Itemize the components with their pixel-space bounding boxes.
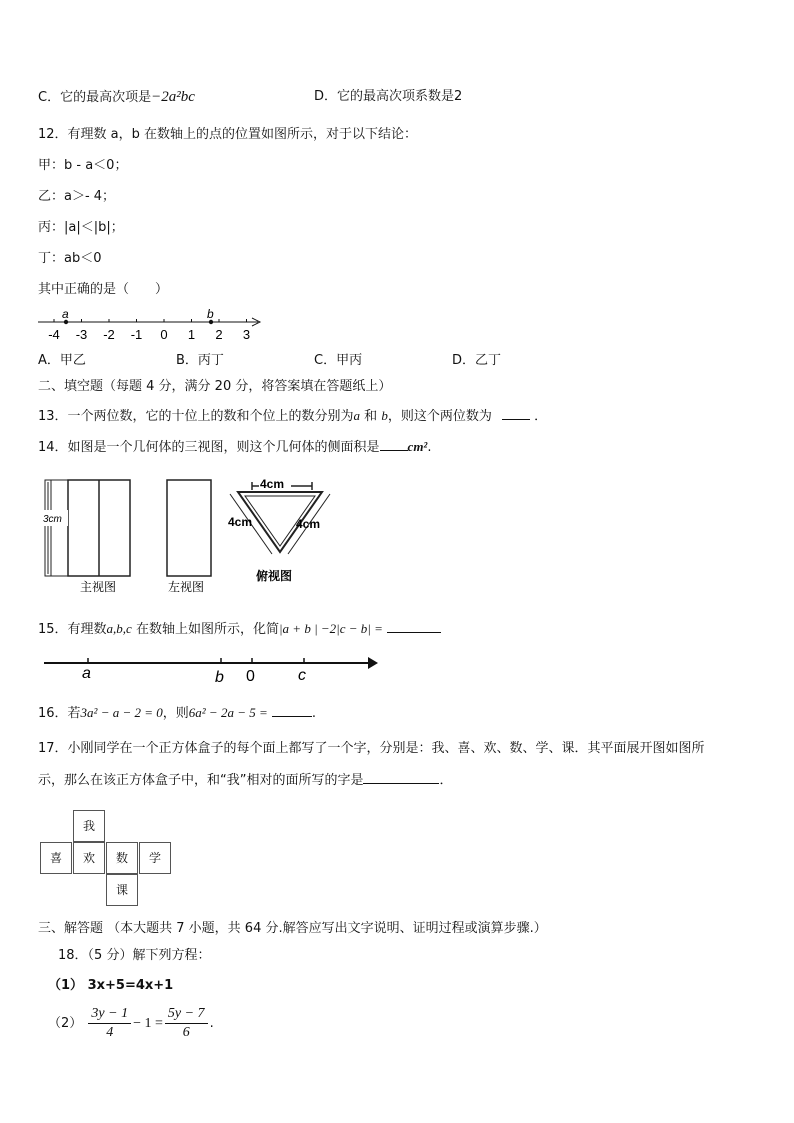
q12-statement-2: 乙：a＞- 4； [38, 189, 116, 204]
q11-option-c-label: C．它的最高次项是 [38, 90, 152, 105]
q12-option-c: C．甲丙 [314, 353, 363, 368]
q15-vars: a,b,c [106, 621, 132, 636]
q16-end: . [311, 706, 317, 721]
q15-stem [38, 619, 441, 639]
q13-var-b: b [381, 408, 388, 423]
q12-option-b: B．丙丁 [176, 353, 224, 368]
q13-post: ，则这个两位数为 [387, 409, 492, 424]
q18-part-1: （1） 3x+5=4x+1 [48, 978, 174, 993]
net-cell-xue: 学 [139, 842, 171, 874]
q14-main-view-label: 主视图 [80, 580, 117, 594]
q14-dim-4cm-left: 4cm [228, 515, 253, 529]
q13-var-a: a [353, 408, 361, 423]
net-cell-shu: 数 [106, 842, 138, 874]
q15-number-line [40, 648, 385, 690]
q12-axis-tick-label: -1 [130, 327, 143, 342]
q14-stem [38, 437, 431, 457]
q12-statement-3: 丙：|a|＜|b|； [38, 220, 124, 235]
q14-left-view-label: 左视图 [168, 580, 205, 594]
q14-main-view [45, 480, 130, 576]
q15-pre: 15．有理数 [38, 622, 107, 637]
q14-unit: cm² [407, 439, 428, 454]
q15-label-b: b [215, 669, 224, 686]
q18-stem: 18．（5 分）解下列方程： [58, 948, 211, 963]
q16-pre: 16．若 [38, 706, 81, 721]
q16-mid: ，则 [162, 706, 189, 721]
q15-expr: |a + b | −2|c − b| = [278, 621, 383, 636]
q13-pre: 13．一个两位数，它的十位上的数和个位上的数分别为 [38, 409, 354, 424]
section-3-heading: 三、解答题 （本大题共 7 小题，共 64 分.解答应写出文字说明、证明过程或演算步骤.） [38, 921, 547, 936]
q17-line-1: 17．小刚同学在一个正方体盒子的每个面上都写了一个字，分别是：我、喜、欢、数、学、课．其平面展开图如图所 [38, 741, 705, 756]
q12-axis-tick-label: 2 [215, 327, 223, 342]
q17-line-2-text: 示，那么在该正方体盒子中，和“我”相对的面所写的字是 [38, 773, 364, 788]
q12-axis-tick-label: -4 [48, 327, 60, 342]
q15-label-c: c [298, 667, 306, 684]
q14-end: . [427, 440, 432, 455]
q13-end: ． [534, 409, 548, 424]
q14-left-view [167, 480, 211, 576]
q13 [38, 406, 547, 426]
q12-axis-tick-label: 1 [187, 327, 196, 342]
q12-ask: 其中正确的是（ ） [38, 282, 169, 297]
q18-fraction-2-den: 6 [182, 1025, 190, 1040]
q11-option-d: D．它的最高次项系数是2 [314, 89, 463, 104]
q13-mid: 和 [360, 409, 382, 424]
net-cell-wo: 我 [73, 810, 105, 842]
q18-end: . [209, 1016, 214, 1031]
q18-minus-one: − 1 = [133, 1016, 163, 1031]
q11-option-c [38, 88, 195, 107]
net-cell-huan: 欢 [73, 842, 105, 874]
q12-statement-4: 丁：ab＜0 [38, 251, 102, 266]
q15-answer-blank[interactable] [387, 619, 441, 633]
q14-three-views-figure [40, 470, 340, 598]
q14-dim-4cm-top: 4cm [260, 477, 285, 491]
q12-axis-tick-label: 0 [160, 327, 168, 342]
q16-expr: 6a² − 2a − 5 = [188, 705, 268, 720]
q12-option-a: A．甲乙 [38, 353, 86, 368]
q18-fraction-1-den: 4 [106, 1025, 114, 1040]
net-cell-ke: 课 [106, 874, 138, 906]
q12-number-line [34, 306, 270, 344]
q18-fraction-2 [165, 1005, 208, 1042]
net-cell-xi: 喜 [40, 842, 72, 874]
q12-axis-tick-label: -3 [75, 327, 88, 342]
q12-point-a-label: a [62, 307, 69, 321]
q14-top-view-label: 俯视图 [256, 569, 293, 583]
q15-mid: 在数轴上如图所示，化简 [131, 622, 279, 637]
q14-answer-blank[interactable] [380, 437, 408, 451]
q17-line-2 [38, 770, 453, 790]
q17-end: ． [439, 773, 453, 788]
q14-dim-4cm-right: 4cm [296, 517, 321, 531]
q16 [38, 703, 316, 723]
q18-part-2 [48, 1004, 214, 1044]
q18-fraction-1 [88, 1005, 131, 1042]
q12-statement-1: 甲：b - a＜0； [38, 158, 128, 173]
q13-answer-blank[interactable] [502, 406, 530, 420]
q12-axis-tick-label: 3 [242, 327, 251, 342]
q12-point-b-label: b [207, 307, 214, 321]
q17-answer-blank[interactable] [363, 770, 439, 784]
q16-answer-blank[interactable] [272, 703, 312, 717]
q12-option-d: D．乙丁 [452, 353, 502, 368]
q15-label-a: a [82, 665, 91, 682]
q14-dim-3cm: 3cm [43, 514, 62, 525]
q11-option-c-expr: −2a²bc [151, 89, 195, 105]
q18-fraction-2-num: 5y − 7 [165, 1005, 208, 1024]
q15-label-0: 0 [246, 668, 255, 685]
q16-condition: 3a² − a − 2 = 0 [80, 705, 163, 720]
q14-pre: 14．如图是一个几何体的三视图，则这个几何体的侧面积是 [38, 440, 380, 455]
section-2-heading: 二、填空题（每题 4 分，满分 20 分，将答案填在答题纸上） [38, 379, 392, 394]
q18-part-2-label: （2） [48, 1016, 83, 1031]
q12-axis-tick-label: -2 [103, 327, 115, 342]
q18-fraction-1-num: 3y − 1 [88, 1005, 131, 1024]
q12-stem: 12．有理数 a，b 在数轴上的点的位置如图所示，对于以下结论： [38, 127, 418, 142]
